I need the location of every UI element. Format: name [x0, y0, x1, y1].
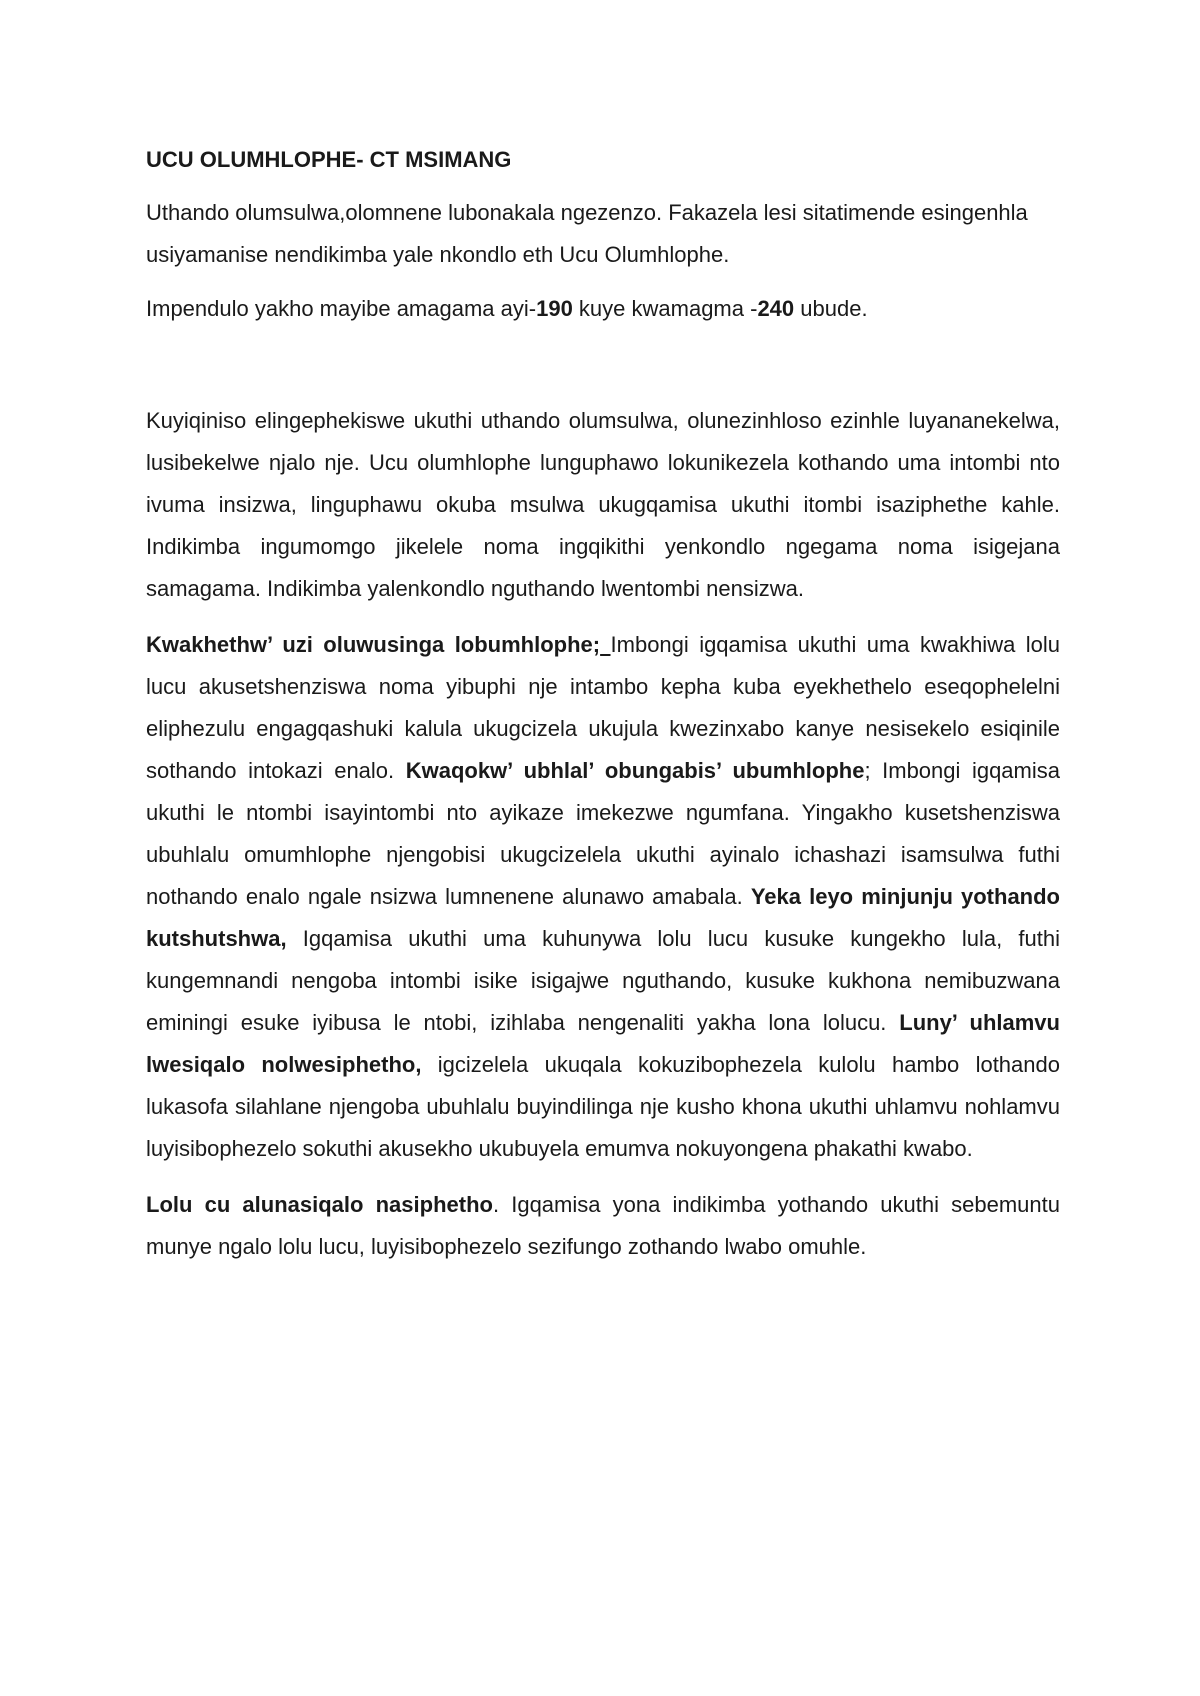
underlined-gap: [600, 632, 610, 657]
essay-paragraph-intro: Kuyiqiniso elingephekiswe ukuthi uthando olumsulwa, olunezinhloso ezinhle luyananekelwa, lusibekelwe njalo nje. Ucu olumhlophe lunguphawo lokunikezela kothando uma intombi nto ivuma insizwa, linguphawu okuba msulwa ukugqamisa ukuthi itombi isaziphethe kahle. Indikimba ingumomgo jikelele noma ingqikithi yenkondlo ngegama noma isigejana samagama. Indikimba yalenkondlo nguthando lwentombi nensizwa.: [146, 408, 1060, 601]
word-limit-instruction: [146, 288, 1060, 330]
essay-paragraph-conclusion: [146, 1184, 1060, 1268]
min-word-count: 190: [536, 296, 573, 321]
analysis-text-4: igcizelela ukuqala kokuzibophezela kulolu hambo lothando lukasofa silahlane njengoba ubuhlalu buyindilinga nje kusho khona ukuthi uhlamvu nohlamvu luyisibophezelo sokuthi akusekho ukubuyela emumva nokuyongena phakathi kwabo.: [146, 1052, 1060, 1161]
essay-paragraph-analysis: [146, 624, 1060, 1170]
analysis-text-2: ; Imbongi igqamisa ukuthi le ntombi isayintombi nto ayikaze imekezwe ngumfana. Yingakho kusetshenziswa ubuhlalu omumhlophe njengobisi ukugcizelela ukuthi ayinalo ichashazi isamsulwa futhi nothando enalo ngale nsizwa lumnenene alunawo amabala.: [146, 758, 1060, 909]
analysis-text-1: Imbongi igqamisa ukuthi uma kwakhiwa lolu lucu akusetshenziswa noma yibuphi nje intambo kepha kuba eyekhethelo eseqophelelni eliphezulu engagqashuki kalula ukugcizela ukujula kwezinxabo kanye nesisekelo esiqinile sothando intokazi enalo.: [146, 632, 1060, 783]
poem-quote-3: Yeka leyo minjunju yothando kutshutshwa,: [146, 884, 1060, 951]
max-word-count: 240: [757, 296, 795, 321]
essay-question: Uthando olumsulwa,olomnene lubonakala ngezenzo. Fakazela lesi sitatimende esingenhla usiyamanise nendikimba yale nkondlo eth Ucu Olumhlophe.: [146, 200, 1028, 267]
poem-quote-5: Lolu cu alunasiqalo nasiphetho: [146, 1192, 493, 1217]
word-limit-prefix: Impendulo yakho mayibe amagama ayi-: [146, 296, 537, 321]
poem-quote-2: Kwaqokw’ ubhlal’ obungabis’ ubumhlophe: [405, 758, 865, 783]
poem-quote-1: Kwakhethw’ uzi oluwusinga lobumhlophe;: [146, 632, 601, 657]
word-limit-suffix: ubude.: [794, 296, 868, 321]
analysis-text-3: Igqamisa ukuthi uma kuhunywa lolu lucu kusuke kungekho lula, futhi kungemnandi nengoba intombi isike isigajwe nguthando, kusuke kukhona nemibuzwana eminingi esuke iyibusa le ntobi, izihlaba nengenaliti yakha lona lolucu.: [146, 926, 1060, 1035]
poem-quote-4: Luny’ uhlamvu lwesiqalo nolwesiphetho,: [146, 1010, 1060, 1077]
document-title: UCU OLUMHLOPHE- CT MSIMANG: [146, 147, 512, 172]
document-body: [146, 142, 1060, 1268]
conclusion-text: . Igqamisa yona indikimba yothando ukuthi sebemuntu munye ngalo lolu lucu, luyisibophezelo sezifungo zothando lwabo omuhle.: [146, 1192, 1060, 1259]
word-limit-middle: kuye kwamagma -: [572, 296, 758, 321]
